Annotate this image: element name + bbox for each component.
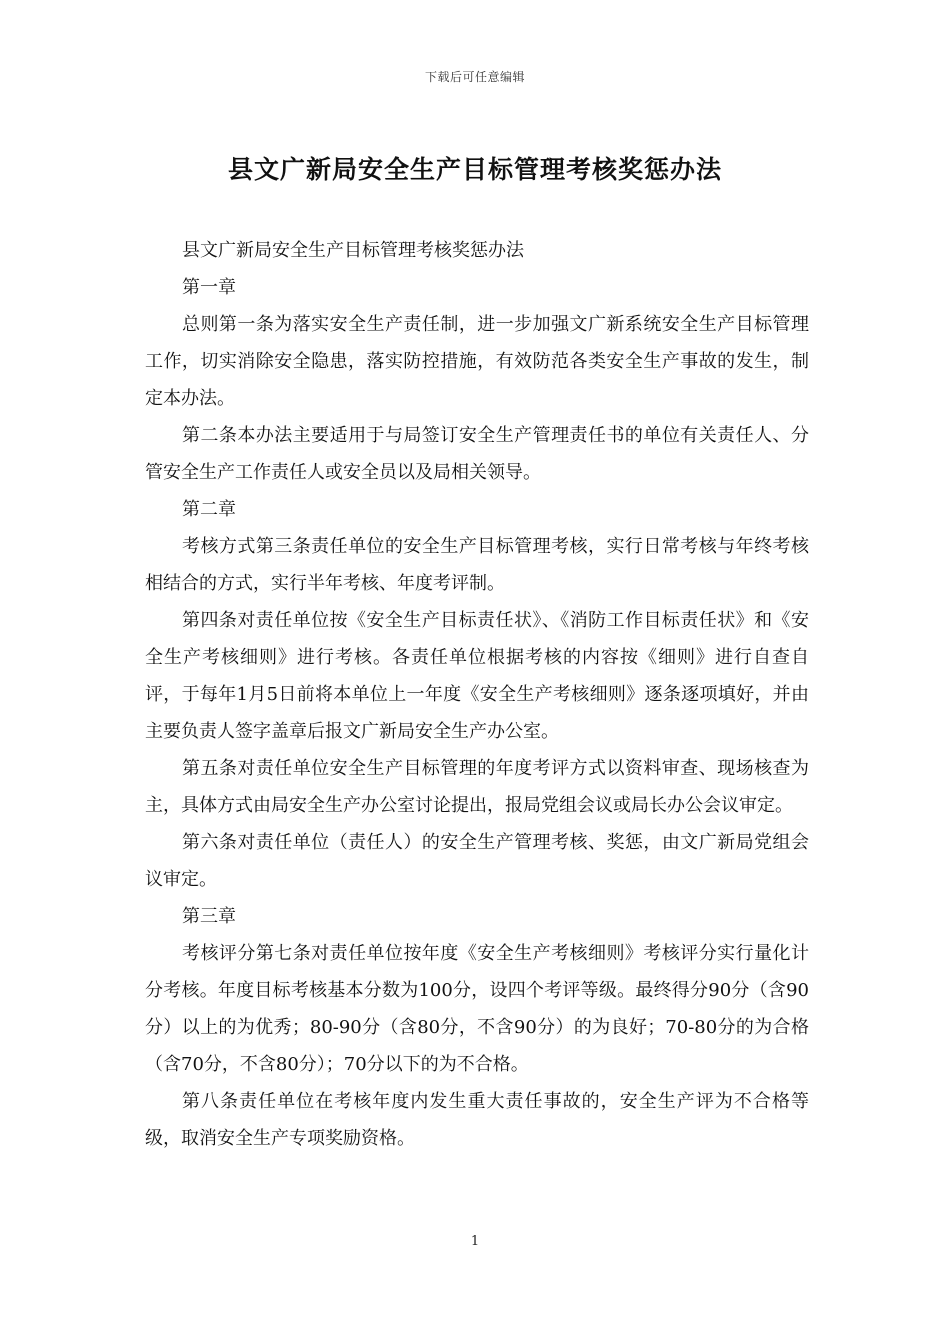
chapter-heading-1: 第一章 (182, 277, 236, 298)
page-number: 1 (470, 1234, 480, 1249)
chapter-heading-3: 第三章 (182, 906, 236, 927)
document-body (145, 232, 809, 1157)
paragraph-subtitle: 县文广新局安全生产目标管理考核奖惩办法 (182, 240, 524, 261)
article-7: 考核评分第七条对责任单位按年度《安全生产考核细则》考核评分实行量化计分考核。年度目标考核基本分数为100分，设四个考评等级。最终得分90分（含90分）以上的为优秀；80-90分（含80分，不含90分）的为良好；70-80分的为合格（含70分，不含80分）；70分以下的为不合格。 (145, 943, 809, 1075)
article-3: 考核方式第三条责任单位的安全生产目标管理考核，实行日常考核与年终考核相结合的方式，实行半年考核、年度考评制。 (145, 536, 809, 594)
article-2: 第二条本办法主要适用于与局签订安全生产管理责任书的单位有关责任人、分管安全生产工作责任人或安全员以及局相关领导。 (145, 425, 809, 483)
chapter-heading-2: 第二章 (182, 499, 236, 520)
article-4: 第四条对责任单位按《安全生产目标责任状》、《消防工作目标责任状》和《安全生产考核细则》进行考核。各责任单位根据考核的内容按《细则》进行自查自评，于每年1月5日前将本单位上一年度《安全生产考核细则》逐条逐项填好，并由主要负责人签字盖章后报文广新局安全生产办公室。 (145, 610, 809, 742)
page-header-note: 下载后可任意编辑 (424, 70, 525, 84)
article-5: 第五条对责任单位安全生产目标管理的年度考评方式以资料审查、现场核查为主，具体方式由局安全生产办公室讨论提出，报局党组会议或局长办公会议审定。 (145, 758, 809, 816)
article-8: 第八条责任单位在考核年度内发生重大责任事故的，安全生产评为不合格等级，取消安全生产专项奖励资格。 (145, 1091, 809, 1149)
article-6: 第六条对责任单位（责任人）的安全生产管理考核、奖惩，由文广新局党组会议审定。 (145, 832, 809, 890)
document-title: 县文广新局安全生产目标管理考核奖惩办法 (227, 155, 722, 184)
article-1: 总则第一条为落实安全生产责任制，进一步加强文广新系统安全生产目标管理工作，切实消除安全隐患，落实防控措施，有效防范各类安全生产事故的发生，制定本办法。 (145, 314, 809, 409)
